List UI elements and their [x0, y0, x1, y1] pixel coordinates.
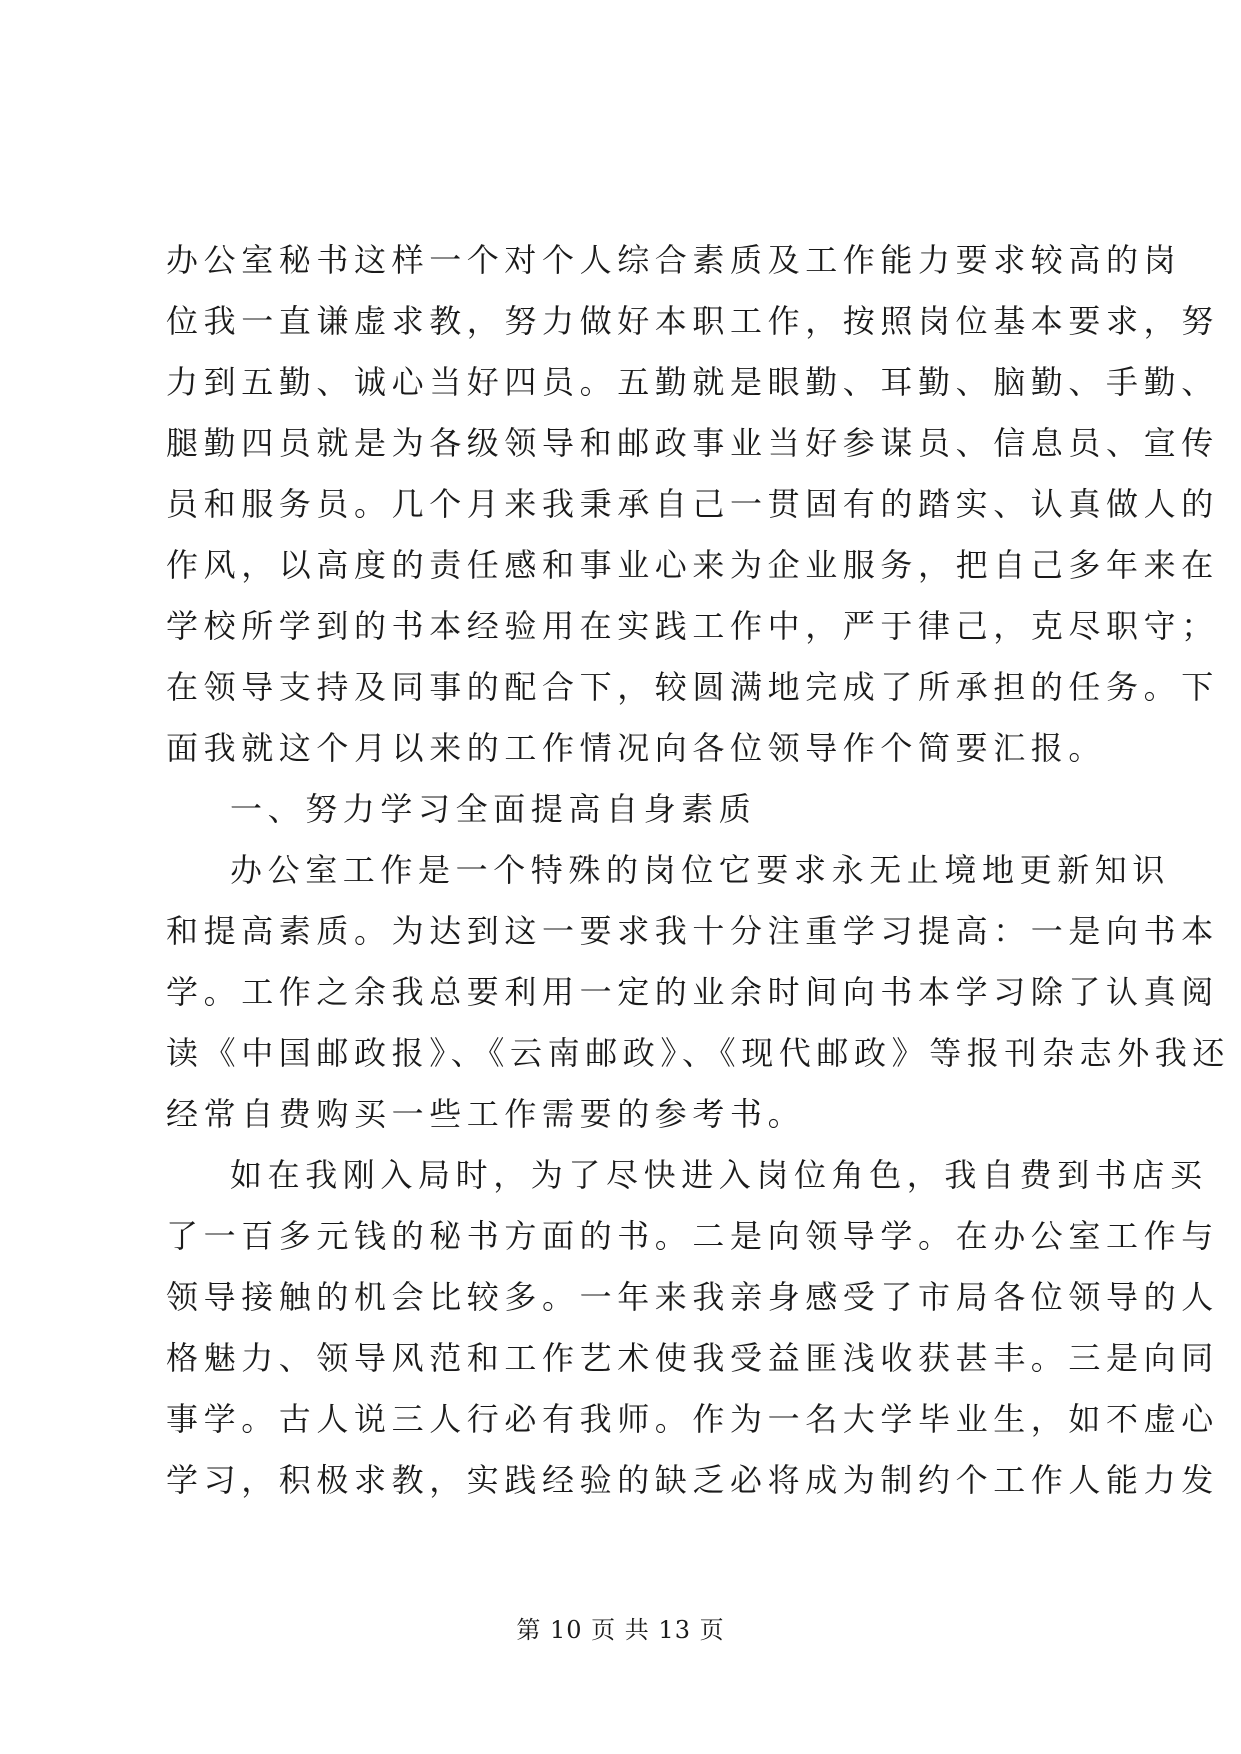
paragraph-start-line: 如在我刚入局时，为了尽快进入岗位角色，我自费到书店买 [230, 1156, 1208, 1194]
text-line: 事学。古人说三人行必有我师。作为一名大学毕业生，如不虚心 [166, 1400, 1219, 1438]
text-line: 力到五勤、诚心当好四员。五勤就是眼勤、耳勤、脑勤、手勤、 [166, 363, 1219, 401]
text-line: 读《中国邮政报》、《云南邮政》、《现代邮政》等报刊杂志外我还 [166, 1034, 1231, 1072]
section-heading: 一、努力学习全面提高自身素质 [230, 790, 757, 828]
text-line: 作风，以高度的责任感和事业心来为企业服务，把自己多年来在 [166, 546, 1219, 584]
text-line: 学。工作之余我总要利用一定的业余时间向书本学习除了认真阅 [166, 973, 1219, 1011]
text-line: 位我一直谦虚求教，努力做好本职工作，按照岗位基本要求，努 [166, 302, 1219, 340]
text-line: 面我就这个月以来的工作情况向各位领导作个简要汇报。 [166, 729, 1107, 767]
text-line: 员和服务员。几个月来我秉承自己一贯固有的踏实、认真做人的 [166, 485, 1219, 523]
text-line: 领导接触的机会比较多。一年来我亲身感受了市局各位领导的人 [166, 1278, 1219, 1316]
text-line: 腿勤四员就是为各级领导和邮政事业当好参谋员、信息员、宣传 [166, 424, 1219, 462]
text-line: 了一百多元钱的秘书方面的书。二是向领导学。在办公室工作与 [166, 1217, 1219, 1255]
text-line: 学习，积极求教，实践经验的缺乏必将成为制约个工作人能力发 [166, 1461, 1219, 1499]
page-number-footer: 第 10 页 共 13 页 [516, 1616, 725, 1644]
body-text [166, 230, 1231, 1511]
text-line: 经常自费购买一些工作需要的参考书。 [166, 1095, 806, 1133]
paragraph-start-line: 办公室工作是一个特殊的岗位它要求永无止境地更新知识 [230, 851, 1171, 889]
text-line: 格魅力、领导风范和工作艺术使我受益匪浅收获甚丰。三是向同 [166, 1339, 1219, 1377]
text-line: 和提高素质。为达到这一要求我十分注重学习提高：一是向书本 [166, 912, 1219, 950]
text-line: 学校所学到的书本经验用在实践工作中，严于律己，克尽职守； [166, 607, 1219, 645]
text-line: 办公室秘书这样一个对个人综合素质及工作能力要求较高的岗 [166, 241, 1182, 279]
text-line: 在领导支持及同事的配合下，较圆满地完成了所承担的任务。下 [166, 668, 1219, 706]
